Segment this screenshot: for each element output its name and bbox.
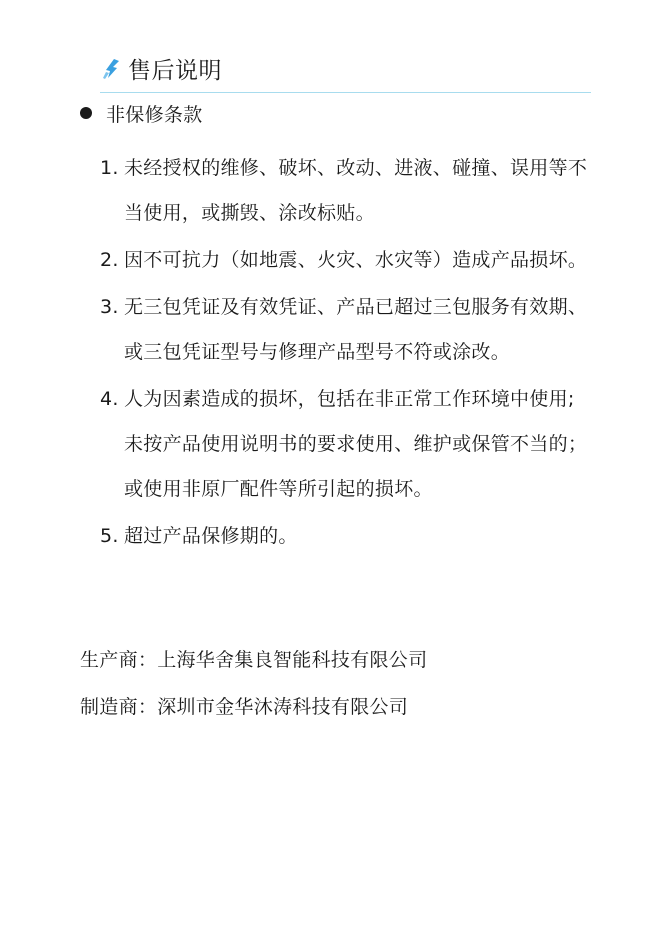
non-warranty-heading-text: 非保修条款: [106, 103, 203, 126]
list-item: [100, 238, 590, 283]
list-item: [100, 514, 590, 559]
list-item: [100, 285, 590, 375]
item-number: 4.: [100, 388, 119, 410]
item-text: 无三包凭证及有效凭证、产品已超过三包服务有效期、或三包凭证型号与修理产品型号不符或涂改。: [124, 296, 588, 363]
item-number: 2.: [100, 249, 119, 271]
section-title: 售后说明: [128, 58, 222, 84]
section-header: [100, 52, 222, 85]
bullet-icon: [80, 107, 92, 119]
non-warranty-list: [100, 146, 590, 561]
producer-info: 生产商：上海华舍集良智能科技有限公司: [80, 649, 428, 671]
item-text: 因不可抗力（如地震、火灾、水灾等）造成产品损坏。: [124, 249, 588, 271]
item-number: 3.: [100, 296, 119, 318]
manufacturer-info: 制造商：深圳市金华沐涛科技有限公司: [80, 696, 409, 718]
item-number: 5.: [100, 525, 119, 547]
list-item: [100, 146, 590, 236]
item-text: 超过产品保修期的。: [124, 525, 298, 547]
non-warranty-heading: [80, 99, 203, 127]
item-text: 未经授权的维修、破坏、改动、进液、碰撞、误用等不当使用，或撕毁、涂改标贴。: [124, 157, 588, 224]
item-text: 人为因素造成的损坏，包括在非正常工作环境中使用;未按产品使用说明书的要求使用、维护或保管不当的；或使用非原厂配件等所引起的损坏。: [124, 388, 588, 500]
title-divider: [100, 92, 591, 93]
lightning-icon: [100, 57, 122, 81]
list-item: [100, 377, 590, 512]
item-number: 1.: [100, 157, 119, 179]
